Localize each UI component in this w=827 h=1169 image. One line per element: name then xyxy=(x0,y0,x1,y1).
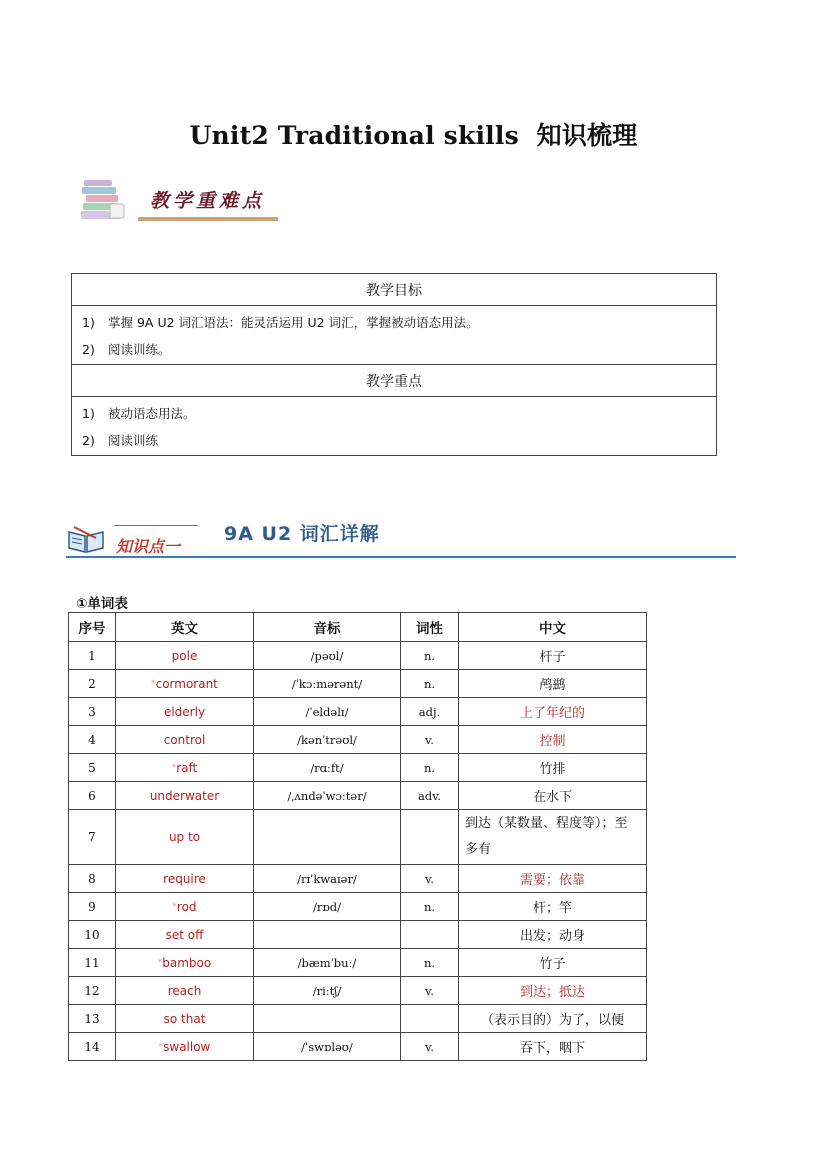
chinese-meaning: 上了年纪的 xyxy=(459,698,647,726)
vocab-table xyxy=(68,612,647,1061)
section-title-vocab: 9A U2 词汇详解 xyxy=(224,523,380,545)
part-of-speech: v. xyxy=(401,977,459,1005)
row-number: 8 xyxy=(69,865,116,893)
chinese-meaning: 竹子 xyxy=(459,949,647,977)
chinese-meaning: 吞下，咽下 xyxy=(459,1033,647,1061)
column-header: 英文 xyxy=(116,613,254,642)
row-number: 1 xyxy=(69,642,116,670)
focus-item: 2) 阅读训练 xyxy=(82,433,159,448)
column-header: 序号 xyxy=(69,613,116,642)
part-of-speech: n. xyxy=(401,949,459,977)
part-of-speech: n. xyxy=(401,642,459,670)
english-word: set off xyxy=(116,921,254,949)
row-number: 14 xyxy=(69,1033,116,1061)
table-row xyxy=(69,642,647,670)
english-word: *raft xyxy=(116,754,254,782)
table-row xyxy=(69,921,647,949)
part-of-speech: n. xyxy=(401,670,459,698)
star-mark: * xyxy=(171,762,177,773)
phonetic: /ˈeldəlɪ/ xyxy=(254,698,401,726)
chinese-meaning: 杆子 xyxy=(459,642,647,670)
phonetic: /ˌʌndəˈwɔːtər/ xyxy=(254,782,401,810)
row-number: 12 xyxy=(69,977,116,1005)
row-number: 2 xyxy=(69,670,116,698)
page-title: Unit2 Traditional skills 知识梳理 xyxy=(189,121,638,150)
section-divider xyxy=(66,556,736,558)
chinese-meaning: 在水下 xyxy=(459,782,647,810)
english-word: require xyxy=(116,865,254,893)
table-row xyxy=(69,754,647,782)
english-word: up to xyxy=(116,810,254,865)
focus-item: 1) 被动语态用法。 xyxy=(82,406,196,421)
phonetic: /kənˈtrəʊl/ xyxy=(254,726,401,754)
part-of-speech xyxy=(401,810,459,865)
goal-item: 2) 阅读训练。 xyxy=(82,342,171,357)
row-number: 3 xyxy=(69,698,116,726)
phonetic xyxy=(254,921,401,949)
english-word: control xyxy=(116,726,254,754)
part-of-speech: v. xyxy=(401,1033,459,1061)
phonetic xyxy=(254,1005,401,1033)
chinese-meaning: 出发；动身 xyxy=(459,921,647,949)
section-divider-top xyxy=(114,525,198,526)
table-row xyxy=(69,782,647,810)
goal-item: 1) 掌握 9A U2 词汇语法：能灵活运用 U2 词汇，掌握被动语态用法。 xyxy=(82,315,479,330)
table-row xyxy=(69,893,647,921)
part-of-speech: n. xyxy=(401,893,459,921)
english-word: so that xyxy=(116,1005,254,1033)
star-mark: * xyxy=(172,901,177,912)
goal-list xyxy=(72,306,717,365)
table-row xyxy=(69,670,647,698)
english-word: underwater xyxy=(116,782,254,810)
star-mark: * xyxy=(157,957,163,968)
table-row xyxy=(69,1005,647,1033)
part-of-speech: adj. xyxy=(401,698,459,726)
phonetic: /ˈswɒləʊ/ xyxy=(254,1033,401,1061)
english-word: *cormorant xyxy=(116,670,254,698)
wordlist-label: ①单词表 xyxy=(76,596,128,612)
chinese-meaning: 到达；抵达 xyxy=(459,977,647,1005)
english-word: elderly xyxy=(116,698,254,726)
table-row xyxy=(69,949,647,977)
focus-header: 教学重点 xyxy=(72,365,717,397)
row-number: 7 xyxy=(69,810,116,865)
chinese-meaning: 竹排 xyxy=(459,754,647,782)
knowledge-point-label: 知识点一 xyxy=(116,537,181,556)
section-heading-key-points: 教学重难点 xyxy=(150,190,266,212)
part-of-speech xyxy=(401,1005,459,1033)
part-of-speech: n. xyxy=(401,754,459,782)
open-book-icon xyxy=(66,524,106,554)
chinese-meaning: 杆；竿 xyxy=(459,893,647,921)
star-mark: * xyxy=(151,678,156,689)
phonetic: /bæmˈbuː/ xyxy=(254,949,401,977)
table-row xyxy=(69,865,647,893)
phonetic: /rɪˈkwaɪər/ xyxy=(254,865,401,893)
phonetic: /ˈkɔːmərənt/ xyxy=(254,670,401,698)
phonetic: /riːtʃ/ xyxy=(254,977,401,1005)
english-word: *swallow xyxy=(116,1033,254,1061)
objectives-table xyxy=(71,273,717,456)
chinese-meaning: 到达（某数量、程度等）；至多有 xyxy=(459,810,647,865)
row-number: 11 xyxy=(69,949,116,977)
table-row xyxy=(69,698,647,726)
column-header: 词性 xyxy=(401,613,459,642)
column-header: 音标 xyxy=(254,613,401,642)
chinese-meaning: 鸬鹚 xyxy=(459,670,647,698)
table-row xyxy=(69,1033,647,1061)
focus-list xyxy=(72,397,717,456)
table-row xyxy=(69,726,647,754)
column-header: 中文 xyxy=(459,613,647,642)
row-number: 5 xyxy=(69,754,116,782)
row-number: 10 xyxy=(69,921,116,949)
phonetic: /pəʊl/ xyxy=(254,642,401,670)
chinese-meaning: （表示目的）为了，以便 xyxy=(459,1005,647,1033)
part-of-speech: adv. xyxy=(401,782,459,810)
part-of-speech: v. xyxy=(401,726,459,754)
table-row xyxy=(69,977,647,1005)
part-of-speech xyxy=(401,921,459,949)
phonetic xyxy=(254,810,401,865)
goal-header: 教学目标 xyxy=(72,274,717,306)
row-number: 4 xyxy=(69,726,116,754)
chinese-meaning: 控制 xyxy=(459,726,647,754)
chinese-meaning: 需要；依靠 xyxy=(459,865,647,893)
row-number: 13 xyxy=(69,1005,116,1033)
english-word: *rod xyxy=(116,893,254,921)
row-number: 9 xyxy=(69,893,116,921)
star-mark: * xyxy=(158,1041,164,1052)
english-word: reach xyxy=(116,977,254,1005)
table-row xyxy=(69,810,647,865)
english-word: pole xyxy=(116,642,254,670)
books-icon xyxy=(80,178,130,222)
phonetic: /rɑːft/ xyxy=(254,754,401,782)
english-word: *bamboo xyxy=(116,949,254,977)
part-of-speech: v. xyxy=(401,865,459,893)
row-number: 6 xyxy=(69,782,116,810)
section-underline xyxy=(138,217,278,221)
phonetic: /rɒd/ xyxy=(254,893,401,921)
